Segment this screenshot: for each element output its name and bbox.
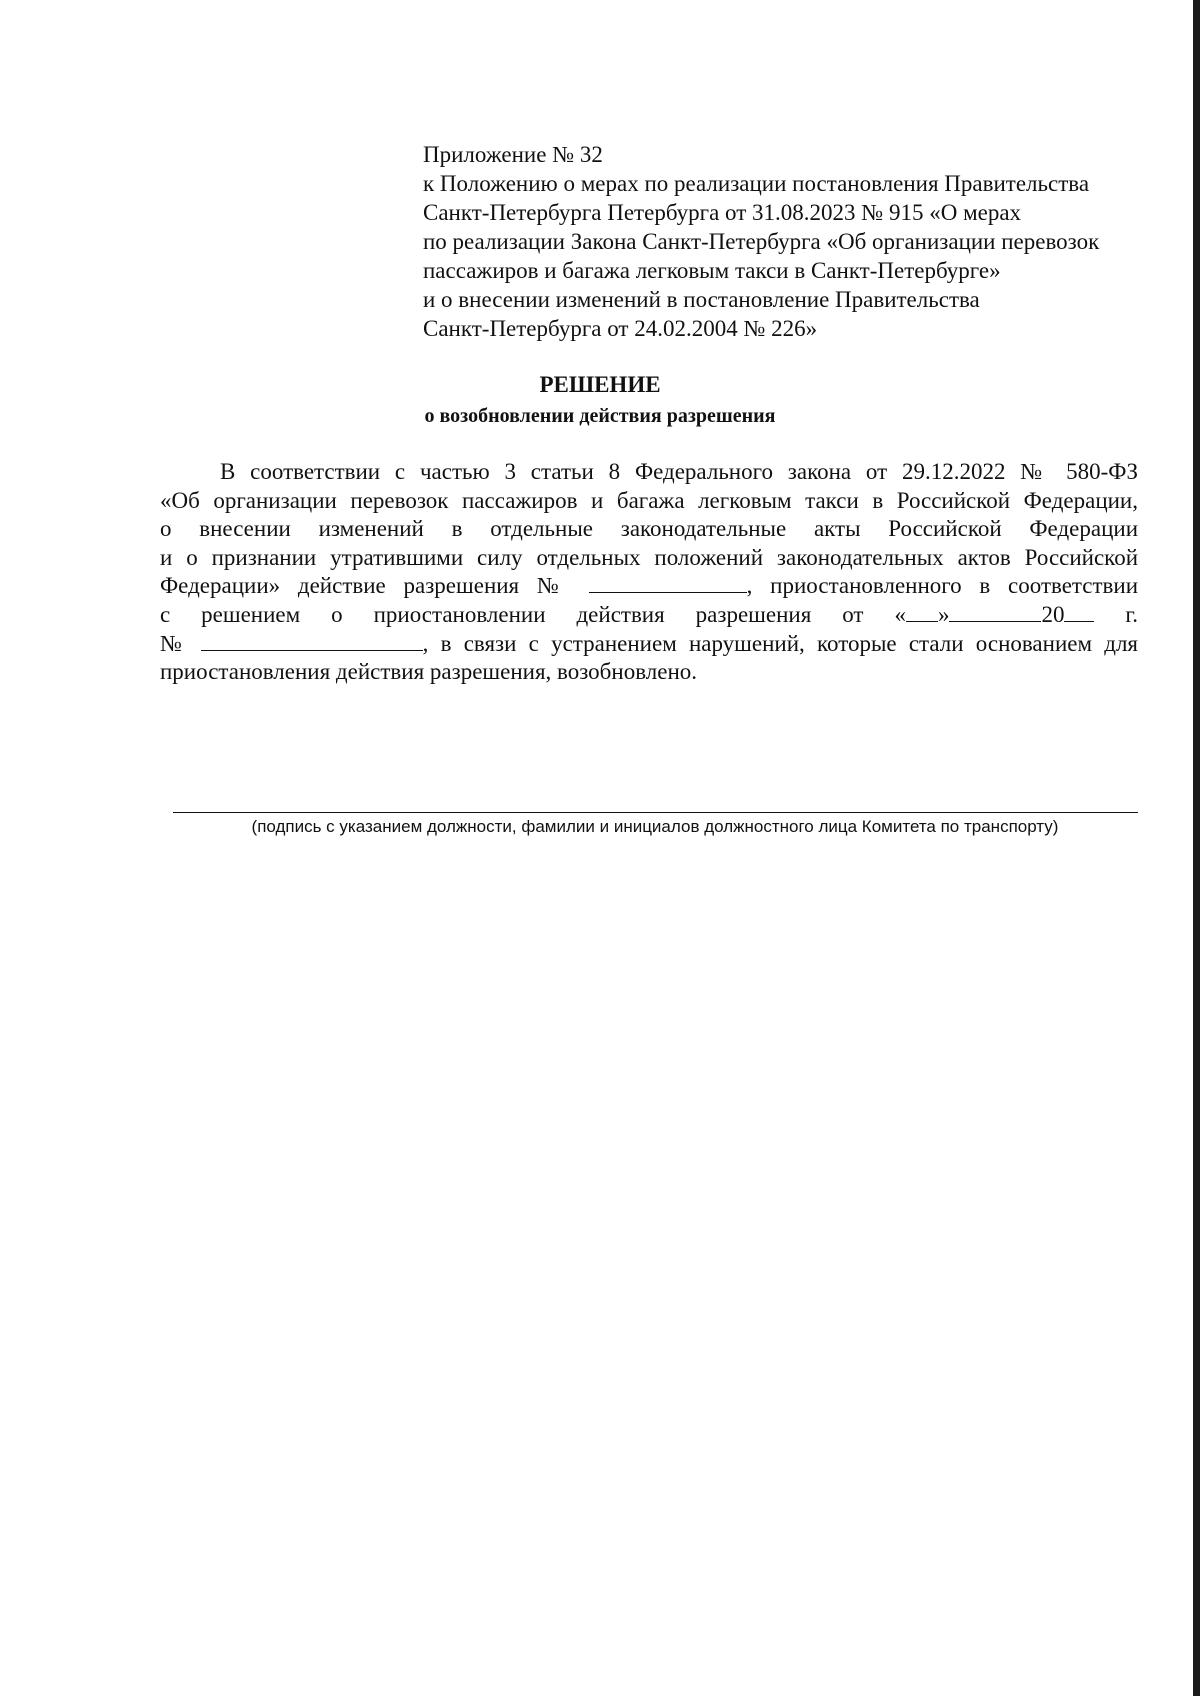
appendix-line: и о внесении изменений в постановление Правительства	[423, 287, 980, 312]
body-line	[160, 572, 1138, 601]
signature-caption: (подпись с указанием должности, фамилии и инициалов должностного лица Комитета по транспорту)	[251, 817, 1059, 836]
body-text-segment: с решением о приостановлении действия разрешения от «	[160, 601, 906, 627]
month-blank	[949, 603, 1041, 622]
body-line: о внесении изменений в отдельные законодательные акты Российской Федерации	[160, 516, 1138, 542]
year-blank	[1064, 603, 1094, 622]
body-line: В соответствии с частью 3 статьи 8 Федерального закона от 29.12.2022 № 580-ФЗ	[220, 459, 1138, 484]
body-line	[160, 601, 1138, 630]
permit-number-blank	[589, 574, 747, 593]
appendix-line: Приложение № 32	[423, 142, 603, 167]
body-text-segment: , приостановленного в соответствии	[746, 573, 1139, 599]
scan-edge	[1193, 0, 1200, 1696]
body-text-segment: Федерации» действие разрешения №	[160, 573, 571, 599]
appendix-line: Санкт-Петербурга от 24.02.2004 № 226»	[423, 316, 818, 341]
appendix-line: Санкт-Петербурга Петербурга от 31.08.2023 № 915 «О мерах	[423, 200, 1022, 225]
body-line	[160, 630, 1138, 659]
body-line: приостановления действия разрешения, возобновлено.	[160, 659, 697, 685]
body-text-segment: , в связи с устранением нарушений, которые стали основанием для	[422, 630, 1139, 656]
appendix-header	[423, 140, 1143, 343]
decision-body	[160, 458, 1138, 687]
decision-title: РЕШЕНИЕ	[539, 372, 661, 397]
body-text-segment: №	[160, 630, 189, 656]
appendix-line: по реализации Закона Санкт-Петербурга «Об организации перевозок	[423, 229, 1100, 254]
body-text-segment: г.	[1125, 601, 1138, 627]
decision-subtitle: о возобновлении действия разрешения	[424, 405, 776, 427]
year-prefix: 20	[1041, 601, 1065, 627]
body-text-segment: »	[937, 601, 950, 627]
body-line: и о признании утратившими силу отдельных положений законодательных актов Российской	[160, 544, 1138, 570]
appendix-line: к Положению о мерах по реализации постановления Правительства	[423, 171, 1090, 196]
body-line: «Об организации перевозок пассажиров и багажа легковым такси в Российской Федерации,	[160, 487, 1138, 513]
day-blank	[906, 603, 938, 622]
decision-number-blank	[201, 632, 423, 651]
appendix-line: пассажиров и багажа легковым такси в Санкт-Петербурге»	[423, 258, 1001, 283]
signature-line	[173, 812, 1138, 813]
